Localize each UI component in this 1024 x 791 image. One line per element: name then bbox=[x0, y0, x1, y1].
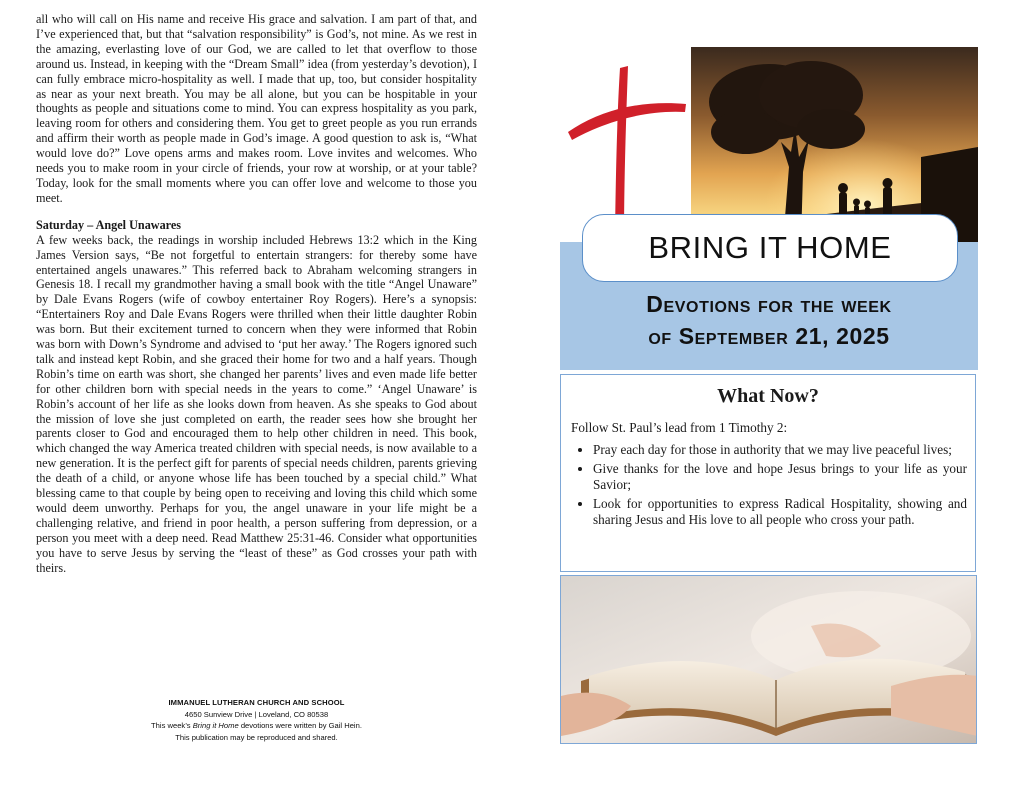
what-now-item: • Give thanks for the love and hope Jesus brings to your life as your Savior; bbox=[593, 461, 967, 494]
devotion-text-column bbox=[36, 12, 477, 576]
family-sunset-photo bbox=[691, 47, 978, 242]
subtitle-line-2: of September 21, 2025 bbox=[648, 323, 890, 349]
credit-prefix: This week’s bbox=[151, 721, 193, 731]
what-now-box bbox=[560, 374, 976, 572]
what-now-lead: Follow St. Paul’s lead from 1 Timothy 2: bbox=[571, 420, 788, 435]
what-now-item: • Pray each day for those in authority that we may live peaceful lives; bbox=[593, 442, 967, 459]
church-footer bbox=[36, 697, 477, 743]
saturday-heading: Saturday – Angel Unawares bbox=[36, 217, 182, 232]
intro-paragraph: all who will call on His name and receive His grace and salvation. I am part of that, and I’ve experienced that, but that “salvation responsibility” is God’s, not mine. As we rest in the amazing, everlasting love of our God, we are called to let that overflow to those around us. Instead, in keeping with the “Dream Small” idea (from yesterday’s devotion), I can fully embrace micro-hospitality as well. I made that up, too, but consider hospitality as near as your next breath. You may be all alone, but you can be hospitable in your thoughts as people and situations come to mind. You can express hospitality as you park, leaving room for others and considering them. You get to greet people as you run errands and affirm their worth as people made in God’s image. A good question to ask is, “What would love do?” Love opens arms and makes room. Love invites and welcomes. Who needs you to make room in your circle of friends, your row at worship, or at your table? Today, look for the small moments where you can offer love and welcome to those you meet. bbox=[36, 12, 477, 205]
reproduce-note: This publication may be reproduced and shared. bbox=[175, 732, 338, 742]
saturday-paragraph: A few weeks back, the readings in worship included Hebrews 13:2 which in the King James Version says, “Be not forgetful to entertain strangers: for thereby some have entertained angels unawares.” This referred back to Abraham welcoming strangers in Genesis 18. I recall my grandmother having a small book with the title “Angel Unaware” by Dale Evans Rogers (wife of cowboy entertainer Roy Rogers). Here’s a synopsis: “Entertainers Roy and Dale Evans Rogers were thrilled when their little daughter Robin was born. But their excitement turned to concern when they were informed that Robin was born with Down’s Syndrome and advised to ‘put her away.’ The Rogers ignored such talk and instead kept Robin, and she graced their home for two and a half years. Though Robin’s time on earth was short, she changed her parents’ lives and even made life better for other children born with special needs in the years to come.” ‘Angel Unaware’ is Robin’s account of her life as she looks down from heaven. As she speaks to God about the mission of love she just completed on earth, the reader sees how she brought her parents closer to God and encouraged them to help other children in need. This book, which changed the way America treated children with special needs, is now available to a new generation. It is the perfect gift for parents of special needs children, parents grieving the death of a child, or anyone whose life has been touched by a special child.” What blessing came to that couple by being open to receiving and loving this child which some would deem unworthy. Perhaps for you, the angel unaware in your life might be a challenging relative, and friend in poor health, a person suffering from depression, or a person you meet with a deep need. Read Matthew 25:31-46. Consider what opportunities you have to serve Jesus by serving the “least of these” as God crosses your path with theirs. bbox=[36, 232, 477, 575]
credit-title: Bring it Home bbox=[192, 721, 239, 731]
what-now-list bbox=[561, 442, 975, 529]
subtitle-line-1: Devotions for the week bbox=[646, 291, 892, 317]
author-credit bbox=[36, 720, 477, 732]
church-address: 4650 Sunview Drive | Loveland, CO 80538 bbox=[184, 709, 329, 719]
church-name: IMMANUEL LUTHERAN CHURCH AND SCHOOL bbox=[168, 698, 345, 707]
devotions-subtitle bbox=[560, 288, 978, 352]
what-now-item: • Look for opportunities to express Radical Hospitality, showing and sharing Jesus and His love to all people who cross your path. bbox=[593, 496, 967, 529]
bring-it-home-title: BRING IT HOME bbox=[582, 214, 958, 282]
what-now-heading: What Now? bbox=[717, 385, 819, 407]
open-bible-photo bbox=[560, 575, 977, 744]
credit-suffix: devotions were written by Gail Hein. bbox=[238, 721, 362, 731]
